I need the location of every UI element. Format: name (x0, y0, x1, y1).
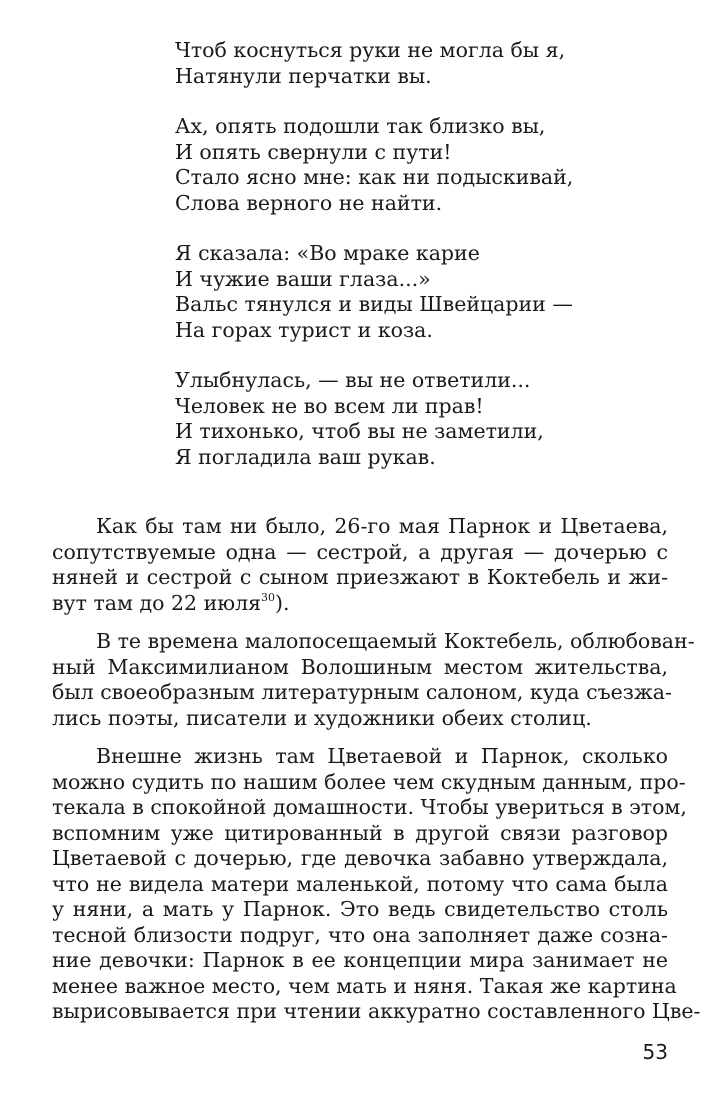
text-line: текала в спокойной домашности. Чтобы увериться в этом, (52, 795, 687, 819)
text-line: вырисовывается при чтении аккуратно составленного Цве- (52, 999, 701, 1023)
prose-body (52, 514, 701, 1038)
poem-line: Натянули перчатки вы. (175, 63, 432, 88)
poem-line: И чужие ваши глаза...» (175, 266, 431, 291)
paragraph-3 (52, 744, 701, 1025)
text-line: В те времена малопосещаемый Коктебель, облюбован- (96, 629, 695, 653)
poem-stanza-3 (175, 241, 573, 343)
poem-stanza-1 (175, 38, 573, 89)
poem-line: Улыбнулась, — вы не ответили... (175, 368, 531, 392)
text-line: можно судить по нашим более чем скудным данным, про- (52, 769, 686, 794)
footnote-marker[interactable]: 30 (261, 590, 276, 604)
paragraph-1 (52, 514, 668, 616)
poem-line: И опять свернули с пути! (175, 139, 452, 164)
poem (175, 38, 573, 495)
text-line: что не видела матери маленькой, потому что сама была (52, 871, 668, 896)
poem-stanza-4 (175, 368, 573, 470)
poem-line: Ах, опять подошли так близко вы, (175, 114, 546, 138)
paragraph-2 (52, 629, 695, 731)
text-line: у няни, а мать у Парнок. Это ведь свидетельство столь (52, 897, 668, 921)
poem-line: Человек не во всем ли прав! (175, 393, 484, 418)
poem-line: Я сказала: «Во мраке карие (175, 241, 480, 265)
text-line (52, 591, 668, 617)
text-line: сопутствуемые одна — сестрой, а другая — дочерью с (52, 539, 668, 564)
text-line-content: вут там до 22 июля (52, 590, 262, 615)
text-line: был своеобразным литературным салоном, куда съезжа- (52, 680, 672, 704)
text-line-tail: ). (275, 590, 290, 615)
text-line: менее важное место, чем мать и няня. Такая же картина (52, 973, 677, 998)
text-line: вспомним уже цитированный в другой связи разговор (52, 820, 668, 845)
poem-stanza-2 (175, 114, 573, 216)
text-line: Внешне жизнь там Цветаевой и Парнок, сколько (96, 744, 668, 768)
page-number: 53 (642, 1040, 668, 1064)
text-line: Цветаевой с дочерью, где девочка забавно утверждала, (52, 846, 668, 870)
poem-line: Вальс тянулся и виды Швейцарии — (175, 292, 573, 316)
poem-line: Слова верного не найти. (175, 190, 443, 215)
text-line: Как бы там ни было, 26-го мая Парнок и Цветаева, (96, 514, 668, 538)
poem-line: И тихонько, чтоб вы не заметили, (175, 419, 544, 443)
poem-line: На горах турист и коза. (175, 317, 433, 342)
poem-line: Чтоб коснуться руки не могла бы я, (175, 38, 566, 62)
text-line: лись поэты, писатели и художники обеих столиц. (52, 705, 592, 730)
poem-line: Стало ясно мне: как ни подыскивай, (175, 165, 574, 189)
text-line: ние девочки: Парнок в ее концепции мира занимает не (52, 948, 668, 972)
text-line: ный Максимилианом Волошиным местом жительства, (52, 654, 668, 679)
text-line: няней и сестрой с сыном приезжают в Коктебель и жи- (52, 565, 668, 589)
text-line: тесной близости подруг, что она заполняет даже созна- (52, 922, 668, 947)
poem-line: Я погладила ваш рукав. (175, 444, 436, 469)
